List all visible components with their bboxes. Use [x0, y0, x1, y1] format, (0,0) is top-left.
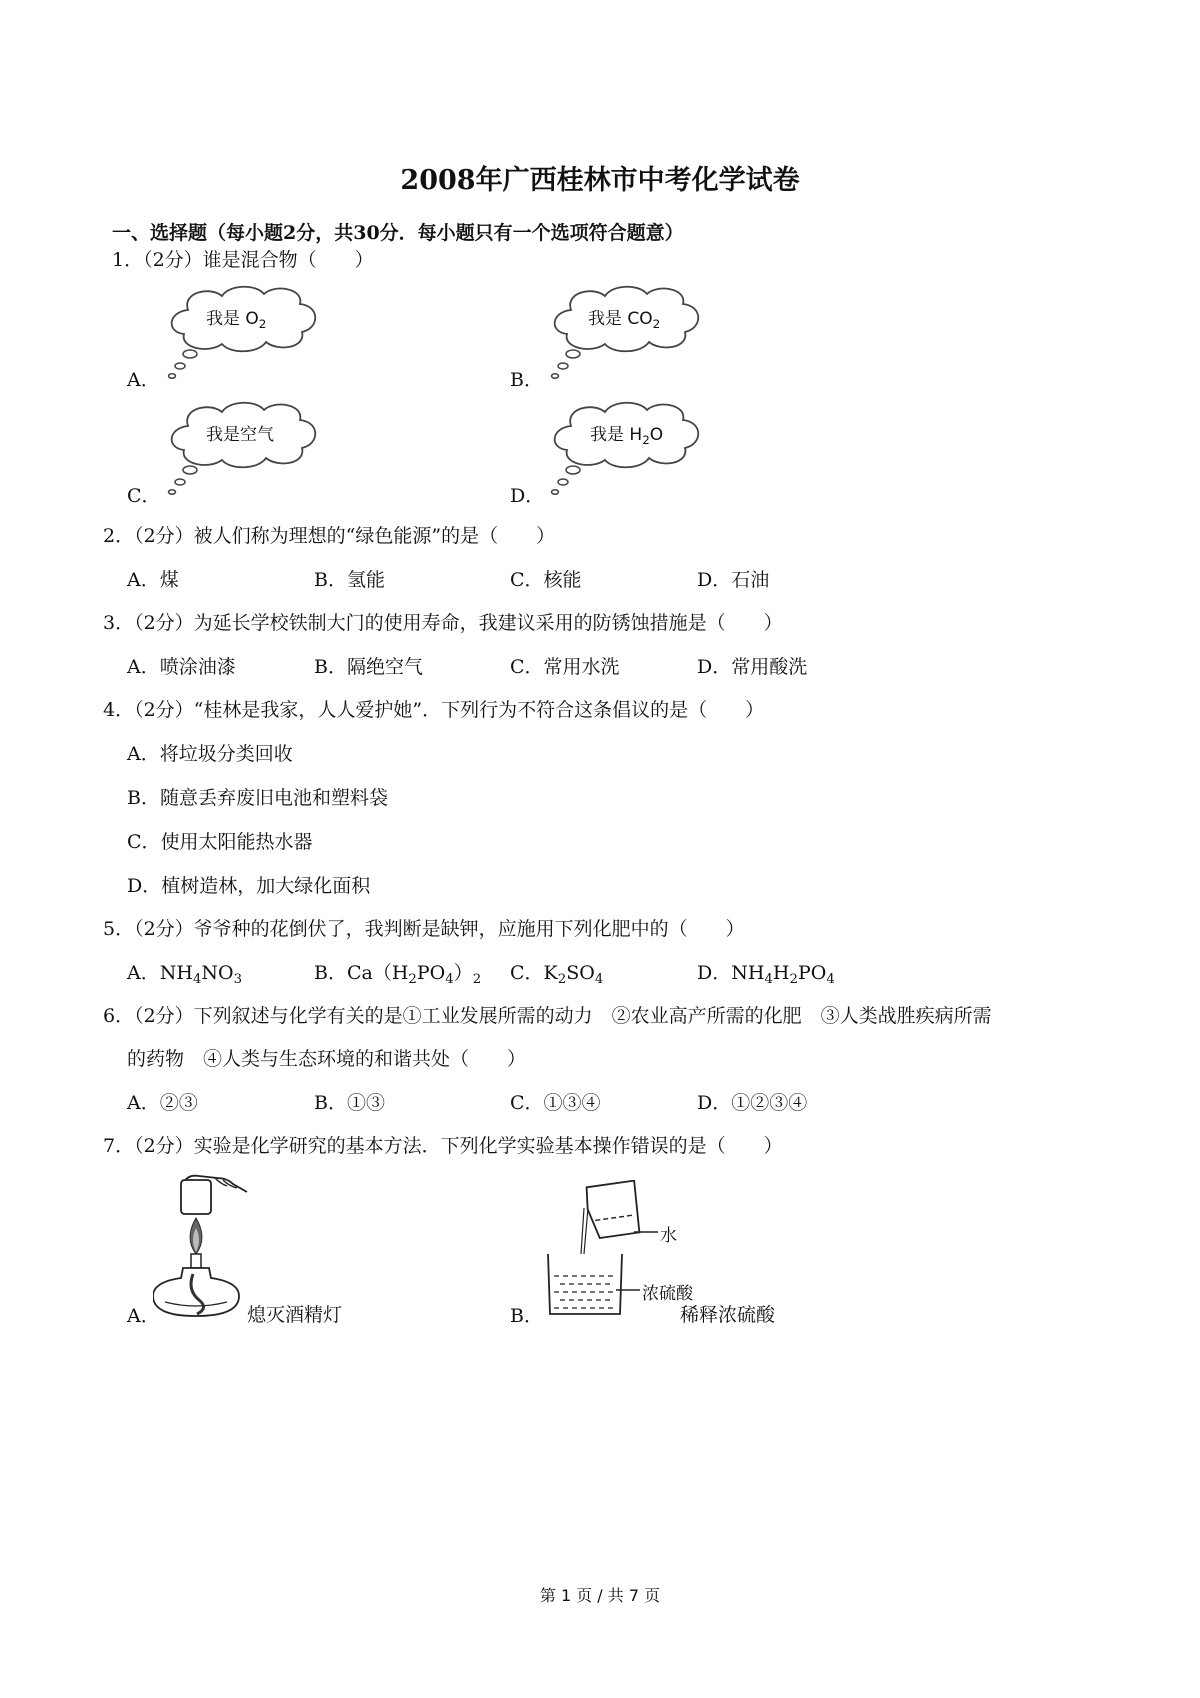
q1-option-b-label: B．	[510, 369, 543, 391]
q1-option-d-label: D．	[510, 485, 545, 507]
q5-option-a: A．$NH_4NO_3$	[127, 962, 243, 987]
q7-option-a-label: A．	[127, 1305, 160, 1327]
q3-option-b: B．隔绝空气	[314, 656, 423, 678]
question-3-stem: 3．（2分）为延长学校铁制大门的使用寿命，我建议采用的防锈蚀措施是（ ）	[103, 612, 783, 634]
bubble-c-text: 我是空气	[206, 425, 274, 445]
q7-option-b-label: B．	[510, 1305, 543, 1327]
question-7-stem: 7．（2分）实验是化学研究的基本方法．下列化学实验基本操作错误的是（ ）	[103, 1135, 783, 1157]
q3-option-c: C．常用水洗	[510, 656, 620, 678]
paper-title: 2008年广西桂林市中考化学试卷	[400, 165, 800, 196]
q4-option-a: A．将垃圾分类回收	[127, 743, 293, 765]
q5-option-b: B．$Ca(H_2PO_4)_2$	[314, 962, 482, 987]
page-footer: 第 1 页 / 共 7 页	[539, 1586, 661, 1605]
q3-option-d: D．常用酸洗	[697, 656, 808, 678]
q2-option-c: C．核能	[510, 569, 582, 591]
bubble-a-text: 我是 $O_2$	[206, 309, 267, 331]
q7-option-a-caption: 熄灭酒精灯	[247, 1304, 343, 1326]
question-4-stem: 4．（2分）“桂林是我家，人人爱护她”．下列行为不符合这条倡议的是（ ）	[103, 699, 765, 721]
q3-option-a: A．喷涂油漆	[127, 656, 236, 678]
q2-option-b: B．氢能	[314, 569, 385, 591]
q7-b-acid-label: 浓硫酸	[642, 1284, 693, 1304]
q6-option-a: A．②③	[127, 1092, 198, 1114]
q7-option-b-caption: 稀释浓硫酸	[680, 1304, 776, 1326]
bubble-c-image	[160, 398, 330, 503]
q6-option-d: D．①②③④	[697, 1092, 808, 1114]
bubble-d-text: 我是 $H_2O$	[590, 425, 664, 447]
q6-option-b: B．①③	[314, 1092, 385, 1114]
alcohol-lamp-image	[153, 1170, 253, 1325]
question-1-stem: 1．（2分）谁是混合物（ ）	[112, 249, 374, 271]
q2-option-d: D．石油	[697, 569, 770, 591]
q1-option-a-label: A．	[127, 369, 160, 391]
q4-option-c: C．使用太阳能热水器	[127, 831, 313, 853]
question-2-stem: 2．（2分）被人们称为理想的“绿色能源”的是（ ）	[103, 525, 556, 547]
question-6-stem-line1: 6．（2分）下列叙述与化学有关的是①工业发展所需的动力 ②农业高产所需的化肥 ③人类战胜疾病所需	[103, 1005, 992, 1027]
q5-option-c: C．$K_2SO_4$	[510, 962, 604, 987]
section-heading: 一、选择题（每小题2分，共30分．每小题只有一个选项符合题意）	[112, 222, 684, 244]
q4-option-b: B．随意丢弃废旧电池和塑料袋	[127, 787, 388, 809]
q4-option-d: D．植树造林，加大绿化面积	[127, 875, 371, 897]
bubble-b-image	[543, 282, 713, 387]
question-6-stem-line2: 的药物 ④人类与生态环境的和谐共处（ ）	[127, 1048, 527, 1070]
bubble-b-text: 我是 $CO_2$	[588, 309, 661, 331]
q7-b-water-label: 水	[660, 1226, 677, 1246]
bubble-a-image	[160, 282, 330, 387]
q5-option-d: D．$NH_4H_2PO_4$	[697, 962, 835, 987]
question-5-stem: 5．（2分）爷爷种的花倒伏了，我判断是缺钾，应施用下列化肥中的（ ）	[103, 918, 745, 940]
bubble-d-image	[543, 398, 713, 503]
q2-option-a: A．煤	[127, 569, 179, 591]
q1-option-c-label: C．	[127, 485, 161, 507]
q6-option-c: C．①③④	[510, 1092, 601, 1114]
